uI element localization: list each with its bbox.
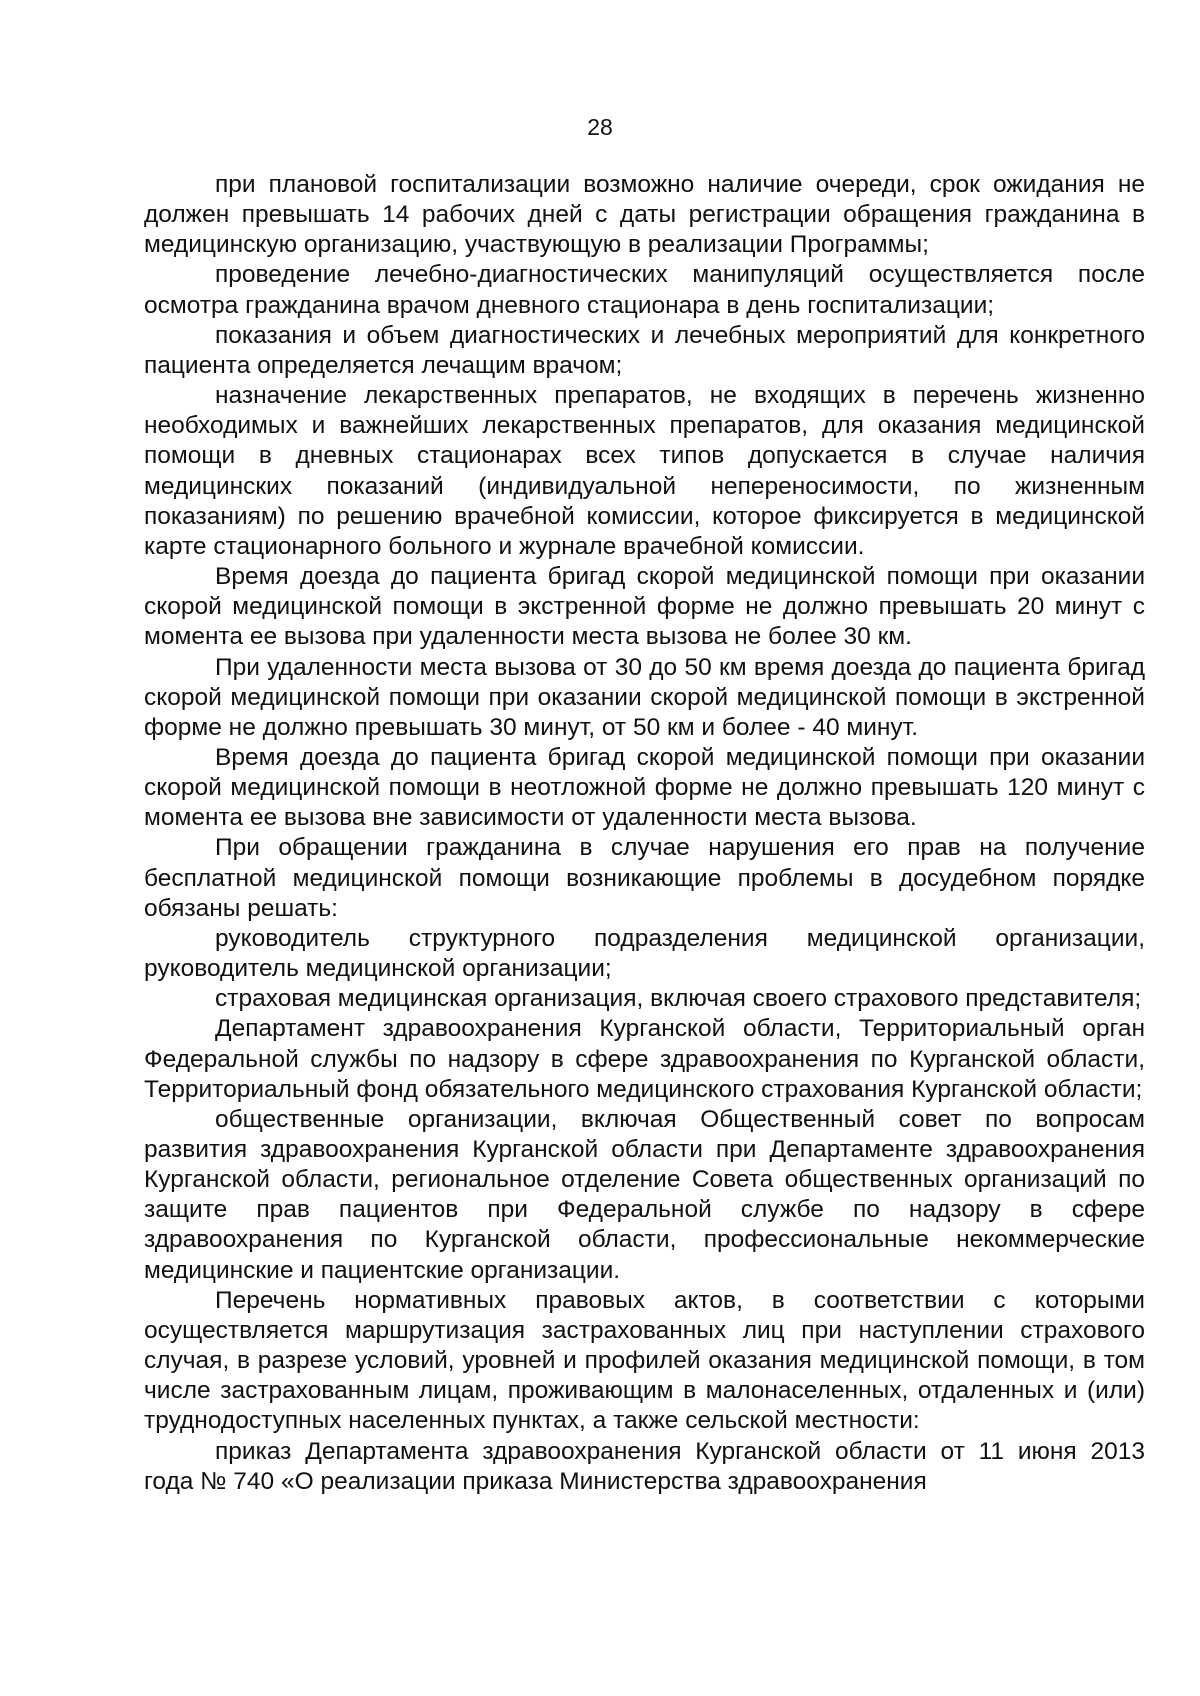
paragraph-urgent-arrival-time: Время доезда до пациента бригад скорой медицинской помощи при оказании скорой медицинской помощи в неотложной форме не должно превышать 120 минут с момента ее вызова вне зависимости от удаленности места вызова. <box>144 743 1145 832</box>
paragraph-routing-regulations: Перечень нормативных правовых актов, в соответствии с которыми осуществляется маршрутизация застрахованных лиц при наступлении страхового случая, в разрезе условий, уровней и профилей оказания медицинской помощи, в том числе застрахованным лицам, проживающим в малонаселенных, отдаленных и (или) труднодоступных населенных пунктах, а также сельской местности: <box>144 1286 1145 1435</box>
paragraph-order-740: приказ Департамента здравоохранения Курганской области от 11 июня 2013 года № 740 «О реализации приказа Министерства здравоохранения <box>144 1437 1145 1495</box>
paragraph-pretrial-resolution: При обращении гражданина в случае нарушения его прав на получение бесплатной медицинской помощи возникающие проблемы в досудебном порядке обязаны решать: <box>144 834 1145 922</box>
paragraph-arrival-time-distance: При удаленности места вызова от 30 до 50 км время доезда до пациента бригад скорой медицинской помощи при оказании скорой медицинской помощи в экстренной форме не должно превышать 30 минут, от 50 км и более - 40 минут. <box>144 653 1145 741</box>
paragraph-public-organizations: общественные организации, включая Общественный совет по вопросам развития здравоохранения Курганской области при Департаменте здравоохранения Курганской области, региональное отделение Совета общественных организаций по защите прав пациентов при Федеральной службе по надзору в сфере здравоохранения по Курганской области, профессиональные некоммерческие медицинские и пациентские организации. <box>144 1105 1145 1284</box>
paragraph-planned-hospitalization-queue: при плановой госпитализации возможно наличие очереди, срок ожидания не должен превышать 14 рабочих дней с даты регистрации обращения гражданина в медицинскую организацию, участвующую в реализации Программы; <box>144 171 1145 259</box>
paragraph-health-department: Департамент здравоохранения Курганской области, Территориальный орган Федеральной службы по надзору в сфере здравоохранения по Курганской области, Территориальный фонд обязательного медицинского страхования Курганской области; <box>144 1015 1145 1103</box>
paragraph-unit-head: руководитель структурного подразделения медицинской организации, руководитель медицинской организации; <box>144 924 1145 983</box>
paragraph-indications-volume: показания и объем диагностических и лечебных мероприятий для конкретного пациента определяется лечащим врачом; <box>144 321 1145 379</box>
paragraph-insurance-organization: страховая медицинская организация, включая своего страхового представителя; <box>215 985 1142 1013</box>
page-number: 28 <box>587 114 613 140</box>
paragraph-emergency-arrival-time: Время доезда до пациента бригад скорой медицинской помощи при оказании скорой медицинской помощи в экстренной форме не должно превышать 20 минут с момента ее вызова при удаленности места вызова не более 30 км. <box>144 563 1145 651</box>
paragraph-drug-prescription: назначение лекарственных препаратов, не входящих в перечень жизненно необходимых и важнейших лекарственных препаратов, для оказания медицинской помощи в дневных стационарах всех типов допускается в случае наличия медицинских показаний (индивидуальной непереносимости, по жизненным показаниям) по решению врачебной комиссии, которое фиксируется в медицинской карте стационарного больного и журнале врачебной комиссии. <box>144 382 1145 560</box>
document-body <box>144 170 1145 1497</box>
paragraph-diagnostic-manipulations: проведение лечебно-диагностических манипуляций осуществляется после осмотра гражданина врачом дневного стационара в день госпитализации; <box>144 261 1145 319</box>
